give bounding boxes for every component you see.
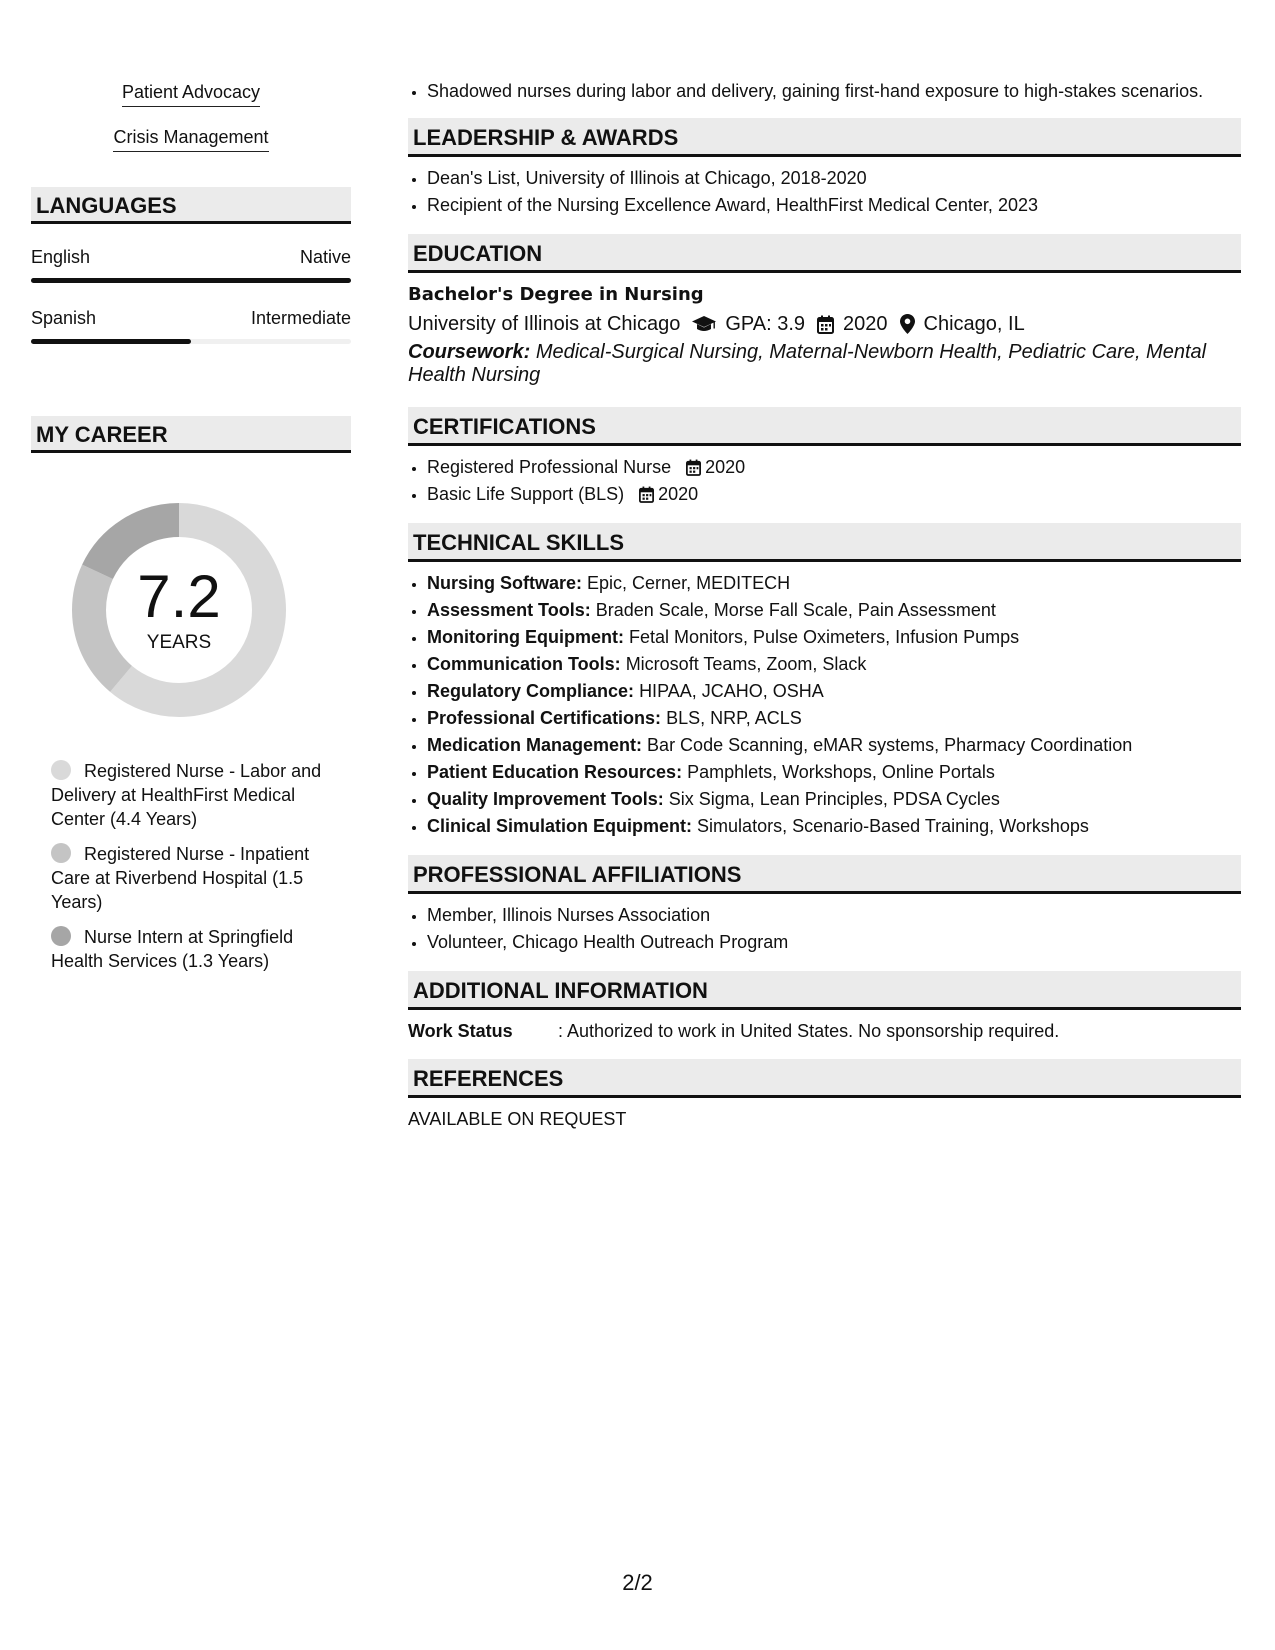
- certification-name: Registered Professional Nurse: [427, 457, 672, 477]
- technical-skill-item: [427, 759, 1241, 786]
- calendar-icon: [639, 486, 654, 503]
- certification-year: 2020: [658, 484, 699, 504]
- map-pin-icon: [900, 314, 915, 334]
- certification-name: Basic Life Support (BLS): [427, 484, 625, 504]
- legend-dot: [51, 926, 71, 946]
- affiliations-heading: PROFESSIONAL AFFILIATIONS: [408, 855, 1241, 894]
- career-heading: MY CAREER: [31, 416, 351, 453]
- experience-bullets: [408, 78, 1241, 105]
- work-status-value: : Authorized to work in United States. No sponsorship required.: [558, 1021, 1060, 1041]
- work-status-label: Work Status: [408, 1021, 513, 1041]
- leadership-heading: LEADERSHIP & AWARDS: [408, 118, 1241, 157]
- skill-category: Medication Management:: [427, 735, 643, 755]
- leadership-item: • Recipient of the Nursing Excellence Award, HealthFirst Medical Center, 2023: [427, 192, 1241, 219]
- language-proficiency-bar: [31, 339, 351, 344]
- languages-heading: LANGUAGES: [31, 187, 351, 224]
- references-text: AVAILABLE ON REQUEST: [408, 1109, 627, 1129]
- skill-values: Bar Code Scanning, eMAR systems, Pharmacy Coordination: [647, 735, 1133, 755]
- work-status-row: [408, 1018, 1241, 1044]
- technical-skill-item: [427, 705, 1241, 732]
- skill-category: Monitoring Equipment:: [427, 627, 624, 647]
- technical-skill-item: [427, 597, 1241, 624]
- skill-category: Regulatory Compliance:: [427, 681, 635, 701]
- technical-skills-heading: TECHNICAL SKILLS: [408, 523, 1241, 562]
- graduation-cap-icon: [692, 315, 716, 333]
- skill-category: Patient Education Resources:: [427, 762, 683, 782]
- technical-skills-list: [408, 570, 1241, 840]
- language-proficiency-bar: [31, 278, 351, 283]
- school-location: Chicago, IL: [923, 313, 1025, 335]
- technical-skill-item: [427, 624, 1241, 651]
- calendar-icon: [817, 315, 834, 334]
- career-donut-chart: [64, 495, 294, 725]
- certification-item: [427, 454, 1241, 481]
- skill-values: BLS, NRP, ACLS: [666, 708, 802, 728]
- skill-item: [31, 125, 351, 170]
- gpa: GPA: 3.9: [725, 313, 806, 335]
- affiliation-item: • Member, Illinois Nurses Association: [427, 902, 1241, 929]
- graduation-year: 2020: [843, 313, 888, 335]
- skill-values: Six Sigma, Lean Principles, PDSA Cycles: [668, 789, 1000, 809]
- career-legend-item: [51, 842, 341, 914]
- sidebar: [31, 80, 351, 984]
- language-level: Native: [299, 247, 351, 267]
- skill-values: Simulators, Scenario-Based Training, Workshops: [697, 816, 1089, 836]
- skill-category: Assessment Tools:: [427, 600, 591, 620]
- main-content: [408, 78, 1241, 1132]
- skill-values: Microsoft Teams, Zoom, Slack: [625, 654, 867, 674]
- technical-skill-item: [427, 651, 1241, 678]
- skill-category: Clinical Simulation Equipment:: [427, 816, 693, 836]
- skill-category: Quality Improvement Tools:: [427, 789, 664, 809]
- career-text: Registered Nurse - Inpatient Care at Riverbend Hospital (1.5 Years): [51, 844, 310, 912]
- language-level: Intermediate: [250, 308, 351, 328]
- certification-item: [427, 481, 1241, 508]
- school-name: University of Illinois at Chicago: [408, 313, 681, 335]
- language-item: [31, 246, 351, 283]
- language-proficiency-fill: [31, 339, 191, 344]
- skill-values: Fetal Monitors, Pulse Oximeters, Infusion Pumps: [628, 627, 1020, 647]
- certifications-heading: CERTIFICATIONS: [408, 407, 1241, 446]
- skill-category: Communication Tools:: [427, 654, 621, 674]
- legend-dot: [51, 843, 71, 863]
- career-legend-item: [51, 759, 341, 831]
- certification-year: 2020: [705, 457, 746, 477]
- skill-category: Professional Certifications:: [427, 708, 662, 728]
- skill-values: Pamphlets, Workshops, Online Portals: [687, 762, 995, 782]
- coursework-list: Medical-Surgical Nursing, Maternal-Newborn Health, Pediatric Care, Mental Health Nursing: [408, 341, 1207, 386]
- references-heading: REFERENCES: [408, 1059, 1241, 1098]
- calendar-icon: [686, 459, 701, 476]
- technical-skill-item: [427, 813, 1241, 840]
- career-legend-item: [51, 925, 341, 973]
- skill-values: HIPAA, JCAHO, OSHA: [639, 681, 824, 701]
- certifications-list: [408, 454, 1241, 508]
- technical-skill-item: [427, 570, 1241, 597]
- degree-title: Bachelor's Degree in Nursing: [408, 284, 704, 305]
- career-text: Registered Nurse - Labor and Delivery at HealthFirst Medical Center (4.4 Years): [51, 761, 322, 829]
- career-legend: [51, 759, 341, 973]
- education-heading: EDUCATION: [408, 234, 1241, 273]
- skill-label: Crisis Management: [113, 125, 268, 152]
- skill-label: Patient Advocacy: [122, 80, 260, 107]
- leadership-list: [408, 165, 1241, 219]
- experience-bullet: • Shadowed nurses during labor and delivery, gaining first-hand exposure to high-stakes scenarios.: [427, 78, 1241, 105]
- language-name: Spanish: [31, 308, 97, 328]
- technical-skill-item: [427, 786, 1241, 813]
- technical-skill-item: [427, 732, 1241, 759]
- education-meta: [408, 309, 1241, 339]
- leadership-item: • Dean's List, University of Illinois at Chicago, 2018-2020: [427, 165, 1241, 192]
- coursework: [408, 341, 1241, 387]
- legend-dot: [51, 760, 71, 780]
- coursework-label: Coursework:: [408, 341, 531, 363]
- career-text: Nurse Intern at Springfield Health Services (1.3 Years): [51, 927, 294, 971]
- affiliation-item: • Volunteer, Chicago Health Outreach Program: [427, 929, 1241, 956]
- language-name: English: [31, 247, 91, 267]
- additional-info-heading: ADDITIONAL INFORMATION: [408, 971, 1241, 1010]
- skill-values: Braden Scale, Morse Fall Scale, Pain Assessment: [595, 600, 996, 620]
- skill-category: Nursing Software:: [427, 573, 583, 593]
- career-total-years: 7.2: [137, 563, 221, 630]
- page-number: 2/2: [622, 1570, 653, 1595]
- language-proficiency-fill: [31, 278, 351, 283]
- skill-values: Epic, Cerner, MEDITECH: [587, 573, 791, 593]
- career-years-label: YEARS: [146, 632, 212, 653]
- skill-item: [31, 80, 351, 125]
- language-item: [31, 307, 351, 344]
- technical-skill-item: [427, 678, 1241, 705]
- affiliations-list: [408, 902, 1241, 956]
